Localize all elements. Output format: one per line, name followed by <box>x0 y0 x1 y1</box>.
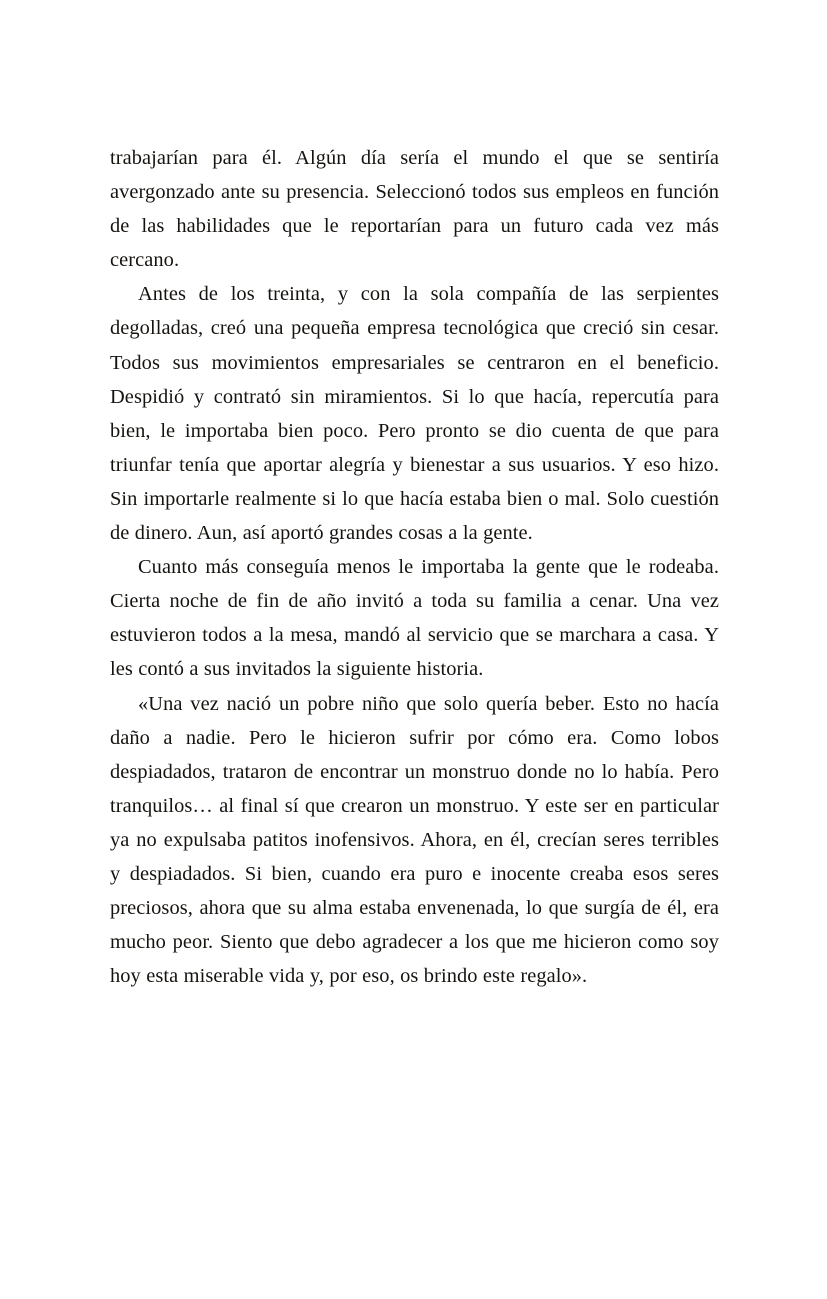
paragraph-1: trabajarían para él. Algún día sería el mundo el que se sentiría avergonzado ante su presencia. Seleccionó todos sus empleos en función de las habilidades que le reportarían para un futuro cada vez más cercano. <box>110 147 719 272</box>
paragraph-4: «Una vez nació un pobre niño que solo quería beber. Esto no hacía daño a nadie. Pero le hicieron sufrir por cómo era. Como lobos despiadados, trataron de encontrar un monstruo donde no lo había. Pero tranquilos… al final sí que crearon un monstruo. Y este ser en particular ya no expulsaba patitos inofensivos. Ahora, en él, crecían seres terribles y despiadados. Si bien, cuando era puro e inocente creaba esos seres preciosos, ahora que su alma estaba envenenada, lo que surgía de él, era mucho peor. Siento que debo agradecer a los que me hicieron como soy hoy esta miserable vida y, por eso, os brindo este regalo». <box>110 692 719 988</box>
paragraph-3: Cuanto más conseguía menos le importaba la gente que le rodeaba. Cierta noche de fin de año invitó a toda su familia a cenar. Una vez estuvieron todos a la mesa, mandó al servicio que se marchara a casa. Y les contó a sus invitados la siguiente historia. <box>110 556 719 681</box>
page-text-block <box>110 141 719 993</box>
paragraph-2: Antes de los treinta, y con la sola compañía de las serpientes degolladas, creó una pequeña empresa tecnológica que creció sin cesar. Todos sus movimientos empresariales se centraron en el beneficio. Despidió y contrató sin miramientos. Si lo que hacía, repercutía para bien, le importaba bien poco. Pero pronto se dio cuenta de que para triunfar tenía que aportar alegría y bienestar a sus usuarios. Y eso hizo. Sin importarle realmente si lo que hacía estaba bien o mal. Solo cuestión de dinero. Aun, así aportó grandes cosas a la gente. <box>110 283 719 545</box>
